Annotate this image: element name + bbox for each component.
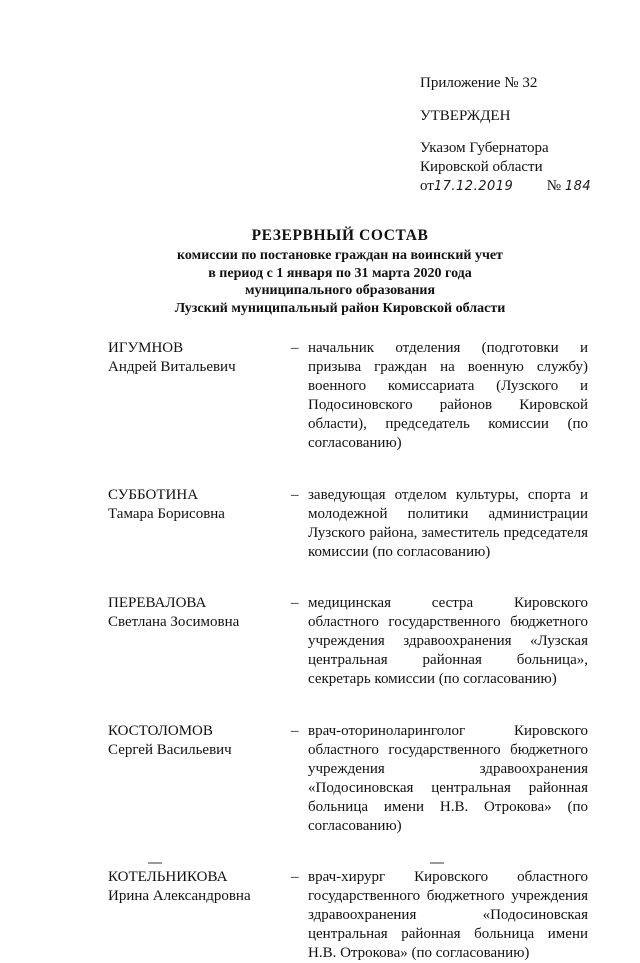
member-surname: ПЕРЕВАЛОВА (108, 595, 207, 611)
member-dash: – (291, 723, 299, 739)
member-role: заведующая отделом культуры, спорта и молодежной политики администрации Лузского района, заместитель председателя комиссии (по согласованию) (308, 487, 588, 560)
date-handwritten: 17.12.2019 (433, 179, 514, 194)
heading-line-1: комиссии по постановке граждан на воинский учет (177, 248, 503, 263)
member-surname: ИГУМНОВ (108, 340, 184, 356)
member-name (108, 594, 283, 632)
member-dash: – (291, 869, 299, 885)
heading-line-2: в период с 1 января по 31 марта 2020 года (208, 265, 472, 281)
member-given-names: Ирина Александровна (108, 888, 251, 904)
member-given-names: Андрей Витальевич (108, 359, 236, 375)
member-name (108, 868, 283, 906)
date-prefix: от (420, 178, 434, 194)
approved-label: УТВЕРЖДЕН (420, 108, 511, 124)
member-role: врач-хирург Кировского областного государственного бюджетного учреждения здравоохранения «Подосиновская центральная районная больница имени Н.В. Отрокова» (по согласованию) (308, 869, 588, 961)
member-role: начальник отделения (подготовки и призыва граждан на военную службу) военного комиссариата (Лузского и Подосиновского районов Кировской области), председатель комиссии (по согласованию) (308, 340, 588, 451)
member-entry (108, 486, 588, 562)
member-surname: КОТЕЛЬНИКОВА (108, 869, 228, 885)
scan-mark-left (148, 862, 162, 864)
member-entry (108, 868, 588, 963)
member-dash: – (291, 487, 299, 503)
member-given-names: Тамара Борисовна (108, 506, 225, 522)
member-name (108, 339, 283, 377)
member-role: врач-оториноларинголог Кировского областного государственного бюджетного учреждения здравоохранения «Подосиновская центральная районная больница имени Н.В. Отрокова» (по согласованию) (308, 723, 588, 834)
scan-mark-right (430, 862, 444, 864)
member-entry (108, 722, 588, 836)
heading-line-4: Лузский муниципальный район Кировской области (174, 300, 506, 316)
member-role: медицинская сестра Кировского областного государственного бюджетного учреждения здравоохранения «Лузская центральная районная больница», секретарь комиссии (по согласованию) (308, 595, 588, 687)
member-entry (108, 339, 588, 453)
heading-line-3: муниципального образования (244, 283, 436, 298)
date-number-line (420, 177, 620, 196)
document-heading (100, 226, 580, 317)
decree-line-2: Кировской области (420, 159, 543, 175)
decree-line-1: Указом Губернатора (420, 140, 549, 156)
member-list (108, 339, 588, 963)
document-title: РЕЗЕРВНЫЙ СОСТАВ (251, 227, 429, 244)
member-surname: КОСТОЛОМОВ (108, 723, 213, 739)
member-name (108, 722, 283, 760)
member-name (108, 486, 283, 524)
number-handwritten: 184 (564, 179, 592, 194)
member-given-names: Светлана Зосимовна (108, 614, 240, 630)
member-entry (108, 594, 588, 689)
approval-block (420, 74, 620, 196)
member-dash: – (291, 340, 299, 356)
member-surname: СУББОТИНА (108, 487, 199, 503)
member-given-names: Сергей Васильевич (108, 742, 232, 758)
number-prefix: № (546, 178, 562, 194)
member-dash: – (291, 595, 299, 611)
appendix-label: Приложение № 32 (420, 75, 538, 91)
